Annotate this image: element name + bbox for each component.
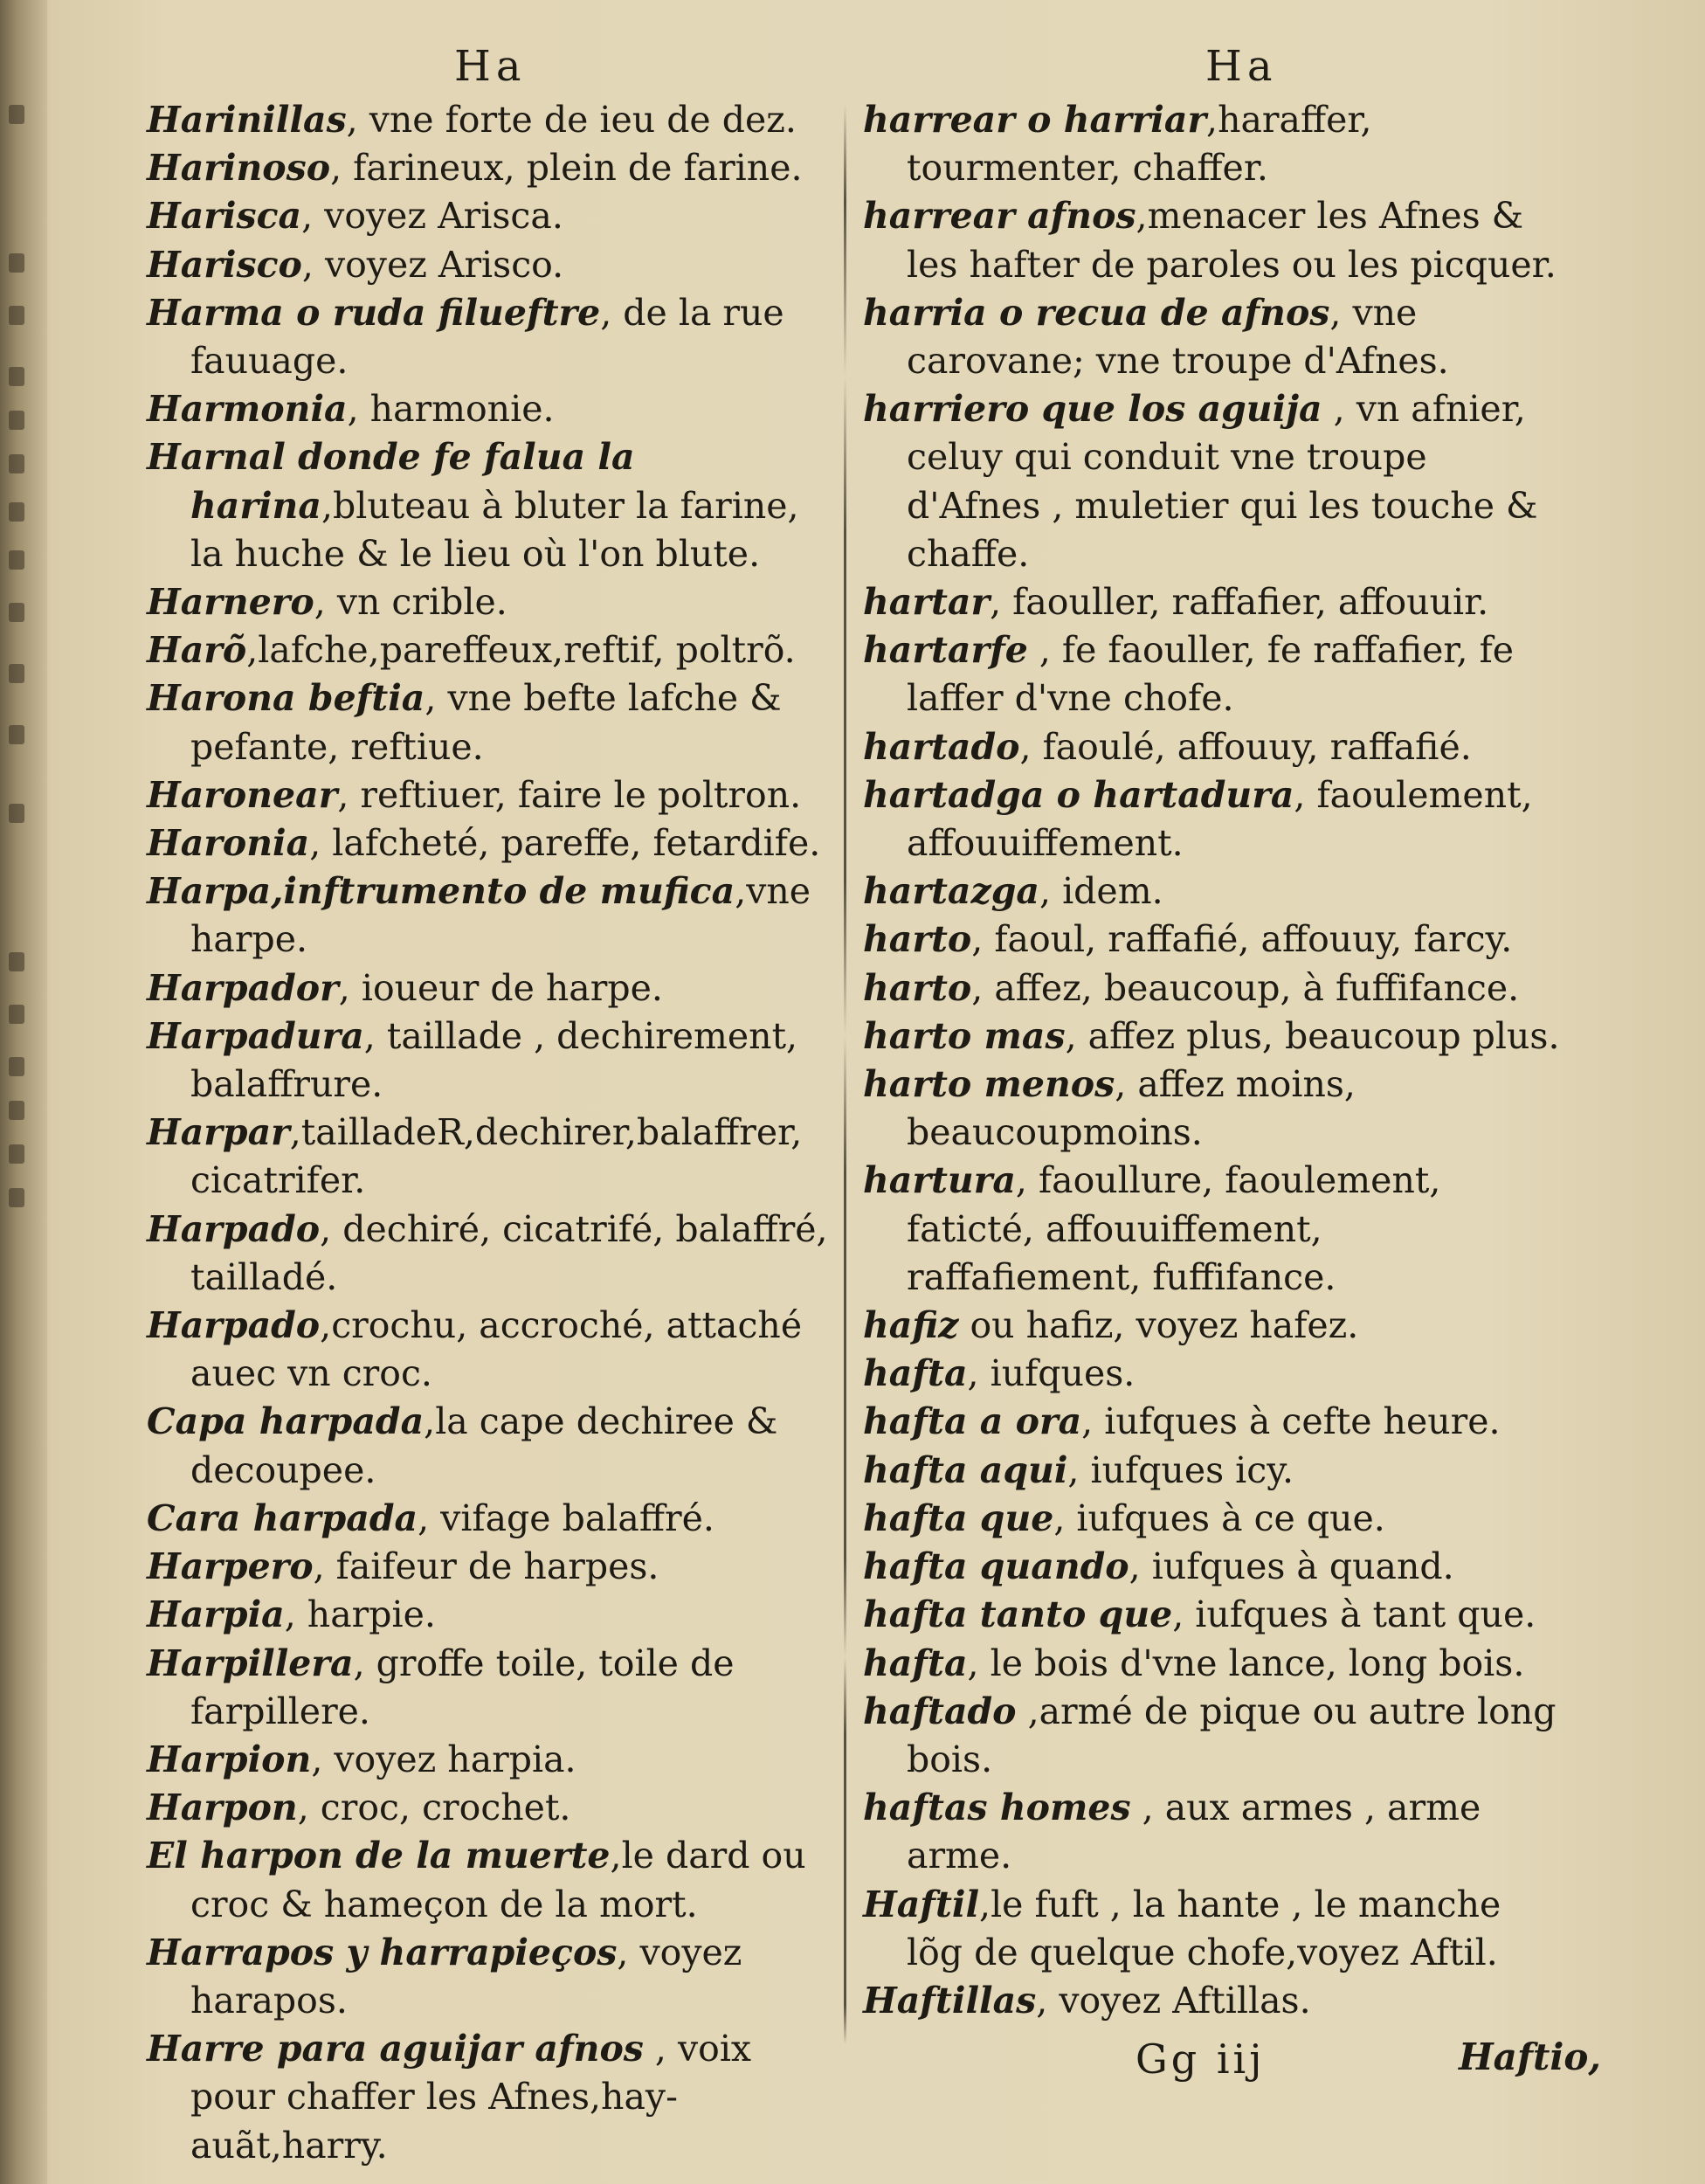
entry-definition: , aux armes , arme arme. bbox=[907, 1787, 1481, 1877]
entry-definition: ,haraffer, tourmenter, chaffer. bbox=[907, 99, 1372, 190]
running-header-left: Ha bbox=[454, 42, 527, 91]
entry-headword: Harpero bbox=[147, 1545, 314, 1588]
entry-headword: Harpar bbox=[147, 1111, 290, 1154]
entry-definition: , vn afnier, celuy qui conduit vne troupe d'Afnes , muletier qui les touche & chaffe. bbox=[907, 388, 1538, 575]
entry-definition: , faifeur de harpes. bbox=[313, 1545, 659, 1588]
dictionary-entry bbox=[147, 241, 837, 289]
entry-headword: Harrapos y harrapieços bbox=[147, 1931, 618, 1973]
dictionary-entry bbox=[147, 1302, 837, 1398]
entry-definition: ,vne harpe. bbox=[190, 870, 811, 961]
entry-definition: , vne carovane; vne troupe d'Afnes. bbox=[907, 291, 1449, 383]
entry-definition: ,la cape dechiree & decoupee. bbox=[190, 1400, 778, 1491]
dictionary-entry bbox=[147, 1206, 837, 1302]
entry-headword: Harinoso bbox=[147, 147, 331, 190]
entry-definition: ,le fuft , la hante , le manche lõg de quelque chofe,voyez Aftil. bbox=[907, 1883, 1501, 1973]
entry-headword: Harpadura bbox=[147, 1014, 364, 1057]
entry-definition: , vne befte lafche & pefante, reftiue. bbox=[190, 677, 782, 768]
binding-edge bbox=[0, 0, 47, 2184]
entry-definition: , iufques à quand. bbox=[1129, 1545, 1454, 1588]
entry-definition: ,lafche,pareffeux,reftif, poltrõ. bbox=[246, 629, 796, 672]
dictionary-entry bbox=[863, 1543, 1566, 1591]
entry-headword: Harpador bbox=[147, 966, 339, 1009]
entry-definition: , affez, beaucoup, à fuffifance. bbox=[971, 966, 1520, 1009]
entry-headword: harto bbox=[863, 918, 972, 961]
entry-headword: Harõ bbox=[147, 629, 247, 672]
dictionary-entry bbox=[863, 96, 1566, 192]
entry-headword: harto menos bbox=[863, 1063, 1115, 1106]
catchword: Haftio, bbox=[1459, 2035, 1601, 2078]
dictionary-entry bbox=[147, 385, 837, 433]
entry-headword: hafta bbox=[863, 1641, 968, 1684]
entry-headword: hafta aqui bbox=[863, 1448, 1068, 1491]
dictionary-entry bbox=[147, 867, 837, 964]
entry-headword: hafta a ora bbox=[863, 1400, 1082, 1443]
entry-definition: , idem. bbox=[1039, 870, 1163, 913]
entry-definition: , taillade , dechirement, balaffrure. bbox=[190, 1014, 798, 1106]
dictionary-entry bbox=[863, 1398, 1566, 1446]
dictionary-entry bbox=[863, 964, 1566, 1013]
entry-headword: Harnero bbox=[147, 581, 314, 624]
dictionary-entry bbox=[863, 289, 1566, 385]
entry-definition: , dechiré, cicatrifé, balaffré, tailladé. bbox=[190, 1207, 828, 1298]
entry-definition: , vifage balaffré. bbox=[418, 1496, 714, 1539]
dictionary-entry bbox=[147, 1013, 837, 1109]
dictionary-entry bbox=[863, 1784, 1566, 1880]
entry-headword: Harpia bbox=[147, 1593, 285, 1636]
entry-headword: Harmonia bbox=[147, 388, 348, 431]
entry-definition: ,tailladeR,dechirer,balaffrer, cicatrifer. bbox=[190, 1111, 803, 1202]
entry-definition: , harmonie. bbox=[347, 388, 555, 431]
entry-definition: , iufques à cefte heure. bbox=[1081, 1400, 1501, 1443]
running-header-right: Ha bbox=[1205, 42, 1278, 91]
dictionary-entry bbox=[863, 1302, 1566, 1350]
dictionary-entry bbox=[147, 626, 837, 674]
entry-definition: , vn crible. bbox=[314, 581, 507, 624]
entry-headword: hafta tanto que bbox=[863, 1593, 1173, 1636]
entry-headword: Haronear bbox=[147, 773, 338, 816]
entry-headword: Harisca bbox=[147, 195, 302, 238]
entry-definition: , farineux, plein de farine. bbox=[330, 147, 803, 190]
dictionary-entry bbox=[147, 1784, 837, 1832]
left-column bbox=[147, 96, 837, 2170]
dictionary-entry bbox=[147, 1109, 837, 1205]
entry-headword: Harma o ruda filueftre bbox=[147, 291, 601, 334]
dictionary-entry bbox=[863, 385, 1566, 578]
entry-headword: Harinillas bbox=[147, 99, 347, 141]
entry-headword: harrear afnos bbox=[863, 195, 1136, 238]
entry-definition: , voyez Arisca. bbox=[301, 195, 563, 238]
entry-definition: , reftiuer, faire le poltron. bbox=[337, 773, 802, 816]
entry-headword: Harpa,inftrumento de mufica bbox=[147, 870, 735, 913]
entry-definition: ou hafiz, voyez hafez. bbox=[958, 1304, 1359, 1347]
dictionary-entry bbox=[863, 1591, 1566, 1639]
entry-headword: harto mas bbox=[863, 1014, 1066, 1057]
dictionary-entry bbox=[147, 1543, 837, 1591]
entry-definition: , faoullure, faoulement, faticté, affouuiffement, raffafiement, fuffifance. bbox=[907, 1159, 1441, 1298]
dictionary-entry bbox=[863, 1977, 1566, 2025]
entry-headword: hartadga o hartadura bbox=[863, 773, 1294, 816]
dictionary-entry bbox=[147, 674, 837, 771]
dictionary-entry bbox=[863, 867, 1566, 916]
entry-definition: , harpie. bbox=[284, 1593, 436, 1636]
entry-definition: , groffe toile, toile de farpillere. bbox=[190, 1641, 735, 1732]
entry-headword: Harpillera bbox=[147, 1641, 354, 1684]
dictionary-entry bbox=[147, 433, 837, 578]
dictionary-entry bbox=[147, 192, 837, 240]
dictionary-entry bbox=[147, 1398, 837, 1494]
entry-definition: , ioueur de harpe. bbox=[338, 966, 663, 1009]
dictionary-entry bbox=[863, 1157, 1566, 1302]
dictionary-entry bbox=[863, 578, 1566, 626]
entry-definition: , vne forte de ieu de dez. bbox=[346, 99, 797, 141]
dictionary-entry bbox=[147, 2025, 837, 2170]
entry-definition: ,menacer les Afnes & les hafter de paroles ou les picquer. bbox=[907, 195, 1557, 286]
entry-headword: harrear o harriar bbox=[863, 99, 1207, 141]
entry-headword: hafta quando bbox=[863, 1545, 1129, 1588]
signature-mark: Gg iij bbox=[1136, 2035, 1266, 2083]
entry-headword: haftado bbox=[863, 1690, 1017, 1732]
entry-headword: hartarfe bbox=[863, 629, 1028, 672]
entry-definition: , croc, crochet. bbox=[297, 1787, 571, 1829]
entry-headword: Haronia bbox=[147, 822, 310, 865]
entry-headword: Haftillas bbox=[863, 1979, 1037, 2022]
dictionary-entry bbox=[863, 1350, 1566, 1398]
entry-definition: , voyez harapos. bbox=[190, 1931, 742, 2022]
entry-headword: hafiz bbox=[863, 1304, 959, 1347]
entry-definition: , lafcheté, pareffe, fetardife. bbox=[309, 822, 821, 865]
entry-definition: ,armé de pique ou autre long bois. bbox=[907, 1690, 1557, 1780]
entry-headword: hartar bbox=[863, 581, 991, 624]
dictionary-entry bbox=[863, 1881, 1566, 1977]
entry-headword: harriero que los aguija bbox=[863, 388, 1322, 431]
dictionary-entry bbox=[863, 1640, 1566, 1688]
entry-headword: Harpado bbox=[147, 1304, 321, 1347]
entry-headword: Harpon bbox=[147, 1787, 298, 1829]
entry-definition: , le bois d'vne lance, long bois. bbox=[967, 1641, 1525, 1684]
right-column bbox=[863, 96, 1566, 2025]
entry-definition: , iufques à tant que. bbox=[1172, 1593, 1536, 1636]
dictionary-entry bbox=[147, 1832, 837, 1928]
dictionary-entry bbox=[147, 144, 837, 192]
dictionary-entry bbox=[863, 1447, 1566, 1495]
entry-definition: , affez plus, beaucoup plus. bbox=[1065, 1014, 1560, 1057]
entry-definition: , faoulé, affouuy, raffafié. bbox=[1019, 725, 1472, 768]
entry-headword: Harpado bbox=[147, 1207, 321, 1250]
dictionary-entry bbox=[863, 626, 1566, 722]
dictionary-entry bbox=[147, 1929, 837, 2025]
entry-headword: hartado bbox=[863, 725, 1020, 768]
dictionary-entry bbox=[147, 819, 837, 867]
dictionary-entry bbox=[147, 1736, 837, 1784]
dictionary-entry bbox=[147, 771, 837, 819]
entry-headword: hafta bbox=[863, 1352, 968, 1395]
dictionary-entry bbox=[863, 916, 1566, 964]
dictionary-entry bbox=[863, 1061, 1566, 1157]
dictionary-entry bbox=[147, 96, 837, 144]
entry-definition: , iufques icy. bbox=[1067, 1448, 1294, 1491]
entry-headword: Cara harpada bbox=[147, 1496, 418, 1539]
dictionary-entry bbox=[147, 1591, 837, 1639]
entry-definition: , affez moins, beaucoupmoins. bbox=[907, 1063, 1356, 1154]
entry-headword: harria o recua de afnos bbox=[863, 291, 1330, 334]
dictionary-entry bbox=[147, 1495, 837, 1543]
entry-definition: , voyez Arisco. bbox=[301, 243, 564, 286]
dictionary-entry bbox=[863, 192, 1566, 288]
dictionary-entry bbox=[863, 771, 1566, 867]
entry-headword: Harona beftia bbox=[147, 677, 425, 720]
entry-headword: hartura bbox=[863, 1159, 1016, 1202]
entry-definition: ,bluteau à bluter la farine, la huche & le lieu où l'on blute. bbox=[190, 484, 799, 575]
entry-headword: Harnal donde fe falua la harina bbox=[147, 436, 635, 527]
entry-headword: Harisco bbox=[147, 243, 302, 286]
entry-headword: Harre para aguijar afnos bbox=[147, 2028, 644, 2070]
dictionary-entry bbox=[147, 578, 837, 626]
entry-headword: hafta que bbox=[863, 1496, 1054, 1539]
entry-definition: , de la rue fauuage. bbox=[190, 291, 784, 383]
entry-definition: , faoulement, affouuiffement. bbox=[907, 773, 1533, 865]
entry-headword: hartazga bbox=[863, 870, 1039, 913]
entry-headword: Haftil bbox=[863, 1883, 980, 1925]
dictionary-entry bbox=[147, 964, 837, 1013]
dictionary-entry bbox=[863, 1495, 1566, 1543]
entry-definition: ,crochu, accroché, attaché auec vn croc. bbox=[190, 1304, 803, 1395]
dictionary-entry bbox=[863, 723, 1566, 771]
entry-definition: , faoul, raffafié, affouuy, farcy. bbox=[971, 918, 1513, 961]
entry-headword: harto bbox=[863, 966, 972, 1009]
entry-definition: , iufques à ce que. bbox=[1053, 1496, 1385, 1539]
dictionary-entry bbox=[147, 1640, 837, 1736]
entry-definition: , voyez Aftillas. bbox=[1036, 1979, 1311, 2022]
entry-headword: Harpion bbox=[147, 1738, 312, 1780]
entry-definition: ,le dard ou croc & hameçon de la mort. bbox=[190, 1835, 806, 1925]
entry-headword: haftas homes bbox=[863, 1787, 1131, 1829]
entry-definition: , voix pour chaffer les Afnes,hay-auãt,harry. bbox=[190, 2028, 752, 2167]
entry-headword: El harpon de la muerte bbox=[147, 1835, 611, 1877]
entry-definition: , voyez harpia. bbox=[311, 1738, 576, 1780]
entry-definition: , iufques. bbox=[967, 1352, 1136, 1395]
dictionary-entry bbox=[863, 1688, 1566, 1784]
dictionary-entry bbox=[863, 1013, 1566, 1061]
dictionary-entry bbox=[147, 289, 837, 385]
entry-definition: , faouller, raffafier, affouuir. bbox=[990, 581, 1489, 624]
entry-headword: Capa harpada bbox=[147, 1400, 425, 1443]
column-divider bbox=[844, 105, 846, 2044]
entry-definition: , fe faouller, fe raffafier, fe laffer d'vne chofe. bbox=[907, 629, 1515, 720]
